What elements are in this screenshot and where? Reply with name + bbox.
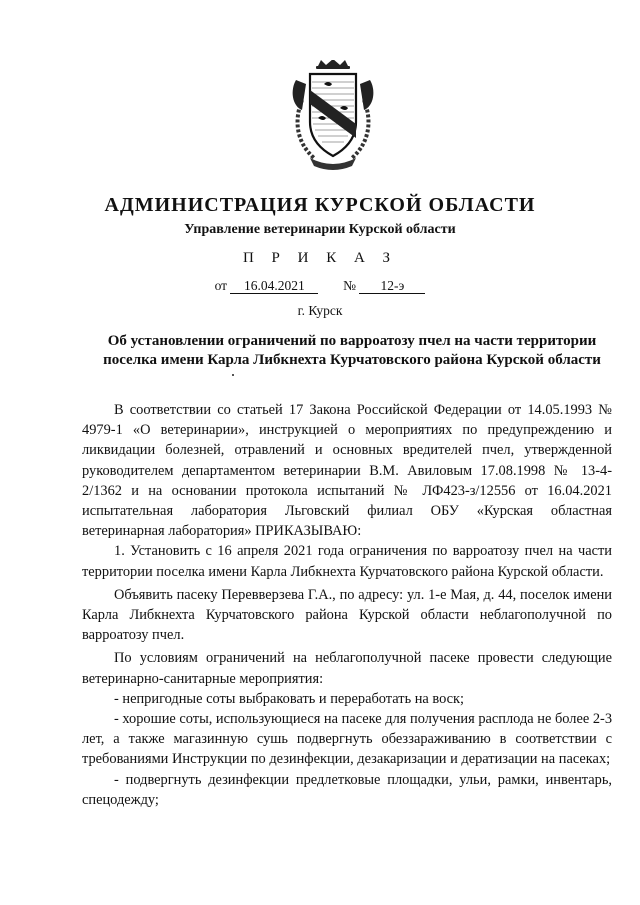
document-body [82,400,612,810]
paragraph: По условиям ограничений на неблагополучной пасеке провести следующие ветеринарно-санитарные мероприятия: [82,650,612,687]
paragraph: В соответствии со статьей 17 Закона Российской Федерации от 14.05.1993 № 4979-1 «О ветеринарии», инструкцией о мероприятиях по предупреждению и ликвидации болезней, отравлений и основных вредителей пчел, утвержденной руководителем департаментом ветеринарии В.М. Авиловым 17.08.1998 № 13-4-2/1362 и на основании протокола испытаний № ЛФ423-з/12556 от 16.04.2021 испытательная лаборатория Льговский филиал ОБУ «Курская областная ветеринарная лаборатория» ПРИКАЗЫВАЮ: [82,402,612,540]
paragraph: - подвергнуть дезинфекции предлетковые площадки, ульи, рамки, инвентарь, спецодежду; [82,771,612,808]
paragraph: - непригодные соты выбраковать и переработать на воск; [114,690,465,707]
city: г. Курск [297,303,343,318]
paragraph: - хорошие соты, использующиеся на пасеке для получения расплода не более 2-3 лет, а также магазинную сушь подвергнуть обеззараживанию в соответствии с требованиями Инструкции по дезинфекции, дезакаризации и дератизации на пасеках; [82,711,613,768]
scan-speck [232,374,234,376]
paragraph: Объявить пасеку Перевверзева Г.А., по адресу: ул. 1-е Мая, д. 44, поселок имени Карла Либкнехта Курчатовского района Курской области неблагополучной по варроатозу пчел. [82,586,612,644]
department-name: Управление ветеринарии Курской области [184,222,456,237]
title-line: Об установлении ограничений по варроатозу пчел на части территории [107,333,597,349]
order-details [0,278,640,294]
order-number: 12-э [359,279,425,294]
document-type: П Р И К А З [242,250,398,266]
date-prefix: от [214,278,228,293]
organization-name: АДМИНИСТРАЦИЯ КУРСКОЙ ОБЛАСТИ [104,194,536,216]
paragraph: 1. Установить с 16 апреля 2021 года ограничения по варроатозу пчел на части территории поселка имени Карла Либкнехта Курчатовского района Курской области. [82,543,612,580]
order-date: 16.04.2021 [230,279,318,294]
document-title [92,332,612,370]
title-line: поселка имени Карла Либкнехта Курчатовского района Курской области [103,352,601,368]
number-prefix: № [343,278,357,293]
coat-of-arms-icon [288,60,378,172]
